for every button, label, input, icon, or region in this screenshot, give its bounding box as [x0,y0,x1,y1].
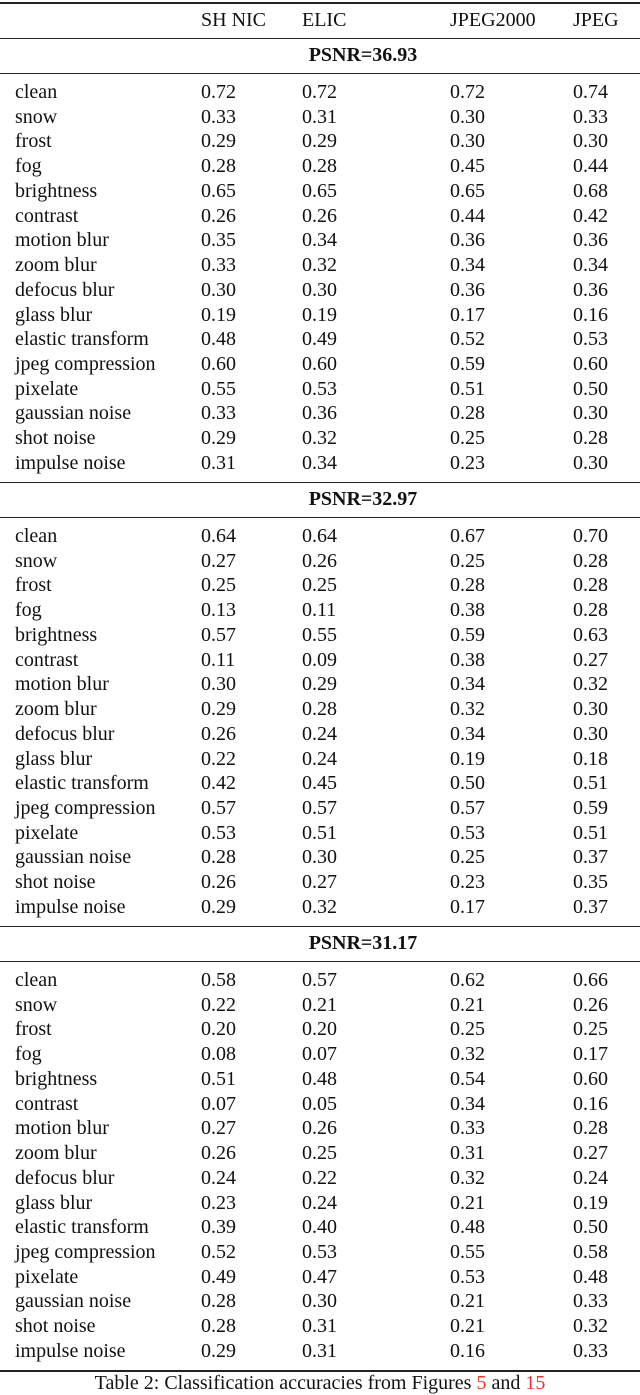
cell-jpeg: 0.33 [573,1339,608,1362]
cell-sh-nic: 0.65 [201,179,236,202]
caption-text: Table 2: Classification accuracies from Figures [94,1372,477,1394]
cell-elic: 0.34 [302,451,337,474]
cell-elic: 0.31 [302,1315,337,1338]
cell-sh-nic: 0.22 [201,993,236,1016]
cell-sh-nic: 0.25 [201,574,236,597]
cell-sh-nic: 0.28 [201,846,236,869]
cell-elic: 0.25 [302,574,337,597]
cell-sh-nic: 0.39 [201,1216,236,1239]
figure-5-link[interactable]: 5 [476,1372,487,1394]
cell-jpeg: 0.48 [573,1265,608,1288]
row-label: glass blur [15,1191,93,1214]
cell-sh-nic: 0.08 [201,1043,236,1066]
row-label: elastic transform [15,1216,149,1239]
cell-sh-nic: 0.29 [201,130,236,153]
cell-jpeg: 0.17 [573,1043,608,1066]
cell-elic: 0.27 [302,871,337,894]
cell-jpeg2000: 0.53 [450,821,485,844]
cell-elic: 0.24 [302,747,337,770]
row-label: clean [15,969,58,991]
row-label: snow [15,993,58,1016]
cell-jpeg2000: 0.21 [450,1191,485,1214]
row-label: defocus blur [15,1166,115,1189]
cell-sh-nic: 0.19 [201,303,236,326]
cell-elic: 0.25 [302,1142,337,1165]
row-label: defocus blur [15,722,115,745]
cell-elic: 0.30 [302,846,337,869]
cell-elic: 0.19 [302,303,337,326]
cell-sh-nic: 0.29 [201,427,236,450]
cell-jpeg: 0.28 [573,574,608,597]
cell-sh-nic: 0.30 [201,278,236,301]
row-label: fog [15,155,42,178]
cell-jpeg2000: 0.32 [450,1166,485,1189]
cell-jpeg2000: 0.21 [450,1315,485,1338]
cell-jpeg: 0.16 [573,303,608,326]
cell-jpeg: 0.44 [573,155,608,178]
cell-sh-nic: 0.42 [201,772,236,795]
cell-jpeg2000: 0.25 [450,427,485,450]
cell-jpeg: 0.42 [573,204,608,227]
cell-elic: 0.65 [302,179,337,202]
cell-jpeg2000: 0.17 [450,895,485,918]
cell-sh-nic: 0.55 [201,377,236,400]
row-label: frost [15,130,52,153]
cell-jpeg: 0.60 [573,353,608,376]
section-rule [0,482,640,483]
cell-jpeg: 0.24 [573,1166,608,1189]
cell-jpeg: 0.27 [573,648,608,671]
cell-jpeg2000: 0.21 [450,1290,485,1313]
cell-elic: 0.24 [302,1191,337,1214]
cell-jpeg: 0.59 [573,797,608,820]
cell-jpeg2000: 0.38 [450,599,485,622]
cell-elic: 0.57 [302,969,337,991]
cell-elic: 0.31 [302,105,337,128]
cell-sh-nic: 0.20 [201,1018,236,1041]
cell-jpeg: 0.66 [573,969,608,991]
cell-sh-nic: 0.28 [201,1315,236,1338]
cell-sh-nic: 0.33 [201,402,236,425]
cell-jpeg2000: 0.38 [450,648,485,671]
table-caption [0,1371,640,1395]
cell-jpeg: 0.63 [573,623,608,646]
cell-sh-nic: 0.27 [201,549,236,572]
cell-sh-nic: 0.49 [201,1265,236,1288]
cell-jpeg: 0.37 [573,846,608,869]
cell-jpeg2000: 0.28 [450,574,485,597]
cell-jpeg: 0.34 [573,254,608,277]
cell-sh-nic: 0.22 [201,747,236,770]
cell-jpeg2000: 0.32 [450,1043,485,1066]
cell-jpeg: 0.16 [573,1092,608,1115]
cell-jpeg: 0.53 [573,328,608,351]
row-label: pixelate [15,377,79,400]
row-label: frost [15,1018,52,1041]
row-label: impulse noise [15,1339,126,1362]
cell-elic: 0.30 [302,278,337,301]
row-label: motion blur [15,673,109,696]
cell-jpeg2000: 0.25 [450,1018,485,1041]
cell-sh-nic: 0.57 [201,623,236,646]
cell-jpeg2000: 0.62 [450,969,485,991]
cell-sh-nic: 0.26 [201,204,236,227]
cell-jpeg2000: 0.28 [450,402,485,425]
row-label: shot noise [15,1315,96,1338]
column-header-elic: ELIC [302,9,347,31]
cell-jpeg: 0.25 [573,1018,608,1041]
cell-elic: 0.26 [302,204,337,227]
row-label: jpeg compression [15,797,156,820]
cell-elic: 0.55 [302,623,337,646]
cell-sh-nic: 0.29 [201,698,236,721]
cell-jpeg: 0.32 [573,673,608,696]
cell-jpeg2000: 0.23 [450,871,485,894]
cell-jpeg2000: 0.44 [450,204,485,227]
cell-sh-nic: 0.48 [201,328,236,351]
cell-jpeg: 0.68 [573,179,608,202]
row-label: jpeg compression [15,1241,156,1264]
cell-sh-nic: 0.33 [201,105,236,128]
cell-sh-nic: 0.64 [201,525,236,547]
row-label: contrast [15,1092,79,1115]
cell-jpeg: 0.28 [573,1117,608,1140]
cell-jpeg2000: 0.36 [450,278,485,301]
caption-text-and: and [486,1372,526,1394]
cell-sh-nic: 0.26 [201,1142,236,1165]
row-label: impulse noise [15,895,126,918]
cell-sh-nic: 0.60 [201,353,236,376]
row-label: snow [15,105,58,128]
row-label: fog [15,1043,42,1066]
row-label: contrast [15,648,79,671]
row-label: impulse noise [15,451,126,474]
cell-sh-nic: 0.51 [201,1067,236,1090]
cell-sh-nic: 0.53 [201,821,236,844]
cell-sh-nic: 0.30 [201,673,236,696]
cell-jpeg2000: 0.54 [450,1067,485,1090]
cell-elic: 0.51 [302,821,337,844]
cell-elic: 0.26 [302,549,337,572]
cell-jpeg2000: 0.25 [450,846,485,869]
cell-jpeg2000: 0.50 [450,772,485,795]
row-label: snow [15,549,58,572]
cell-sh-nic: 0.29 [201,895,236,918]
cell-jpeg: 0.30 [573,698,608,721]
cell-jpeg: 0.51 [573,772,608,795]
cell-sh-nic: 0.26 [201,722,236,745]
cell-sh-nic: 0.35 [201,229,236,252]
row-label: fog [15,599,42,622]
cell-jpeg: 0.36 [573,278,608,301]
cell-sh-nic: 0.27 [201,1117,236,1140]
cell-jpeg2000: 0.30 [450,130,485,153]
cell-elic: 0.07 [302,1043,337,1066]
section-title: PSNR=31.17 [308,932,418,954]
cell-jpeg: 0.35 [573,871,608,894]
cell-elic: 0.32 [302,895,337,918]
row-label: pixelate [15,1265,79,1288]
cell-jpeg: 0.33 [573,1290,608,1313]
figure-15-link[interactable]: 15 [525,1372,546,1394]
section-title-rule [0,961,640,962]
cell-sh-nic: 0.28 [201,155,236,178]
cell-jpeg2000: 0.31 [450,1142,485,1165]
row-label: jpeg compression [15,353,156,376]
cell-jpeg: 0.60 [573,1067,608,1090]
top-rule [0,2,640,4]
cell-sh-nic: 0.23 [201,1191,236,1214]
cell-sh-nic: 0.72 [201,81,236,103]
row-label: glass blur [15,303,93,326]
cell-jpeg: 0.18 [573,747,608,770]
row-label: glass blur [15,747,93,770]
cell-sh-nic: 0.52 [201,1241,236,1264]
cell-jpeg: 0.30 [573,130,608,153]
cell-elic: 0.30 [302,1290,337,1313]
row-label: brightness [15,1067,98,1090]
cell-sh-nic: 0.07 [201,1092,236,1115]
cell-elic: 0.72 [302,81,337,103]
header-rule [0,38,640,39]
cell-jpeg2000: 0.16 [450,1339,485,1362]
cell-jpeg: 0.58 [573,1241,608,1264]
row-label: shot noise [15,427,96,450]
cell-jpeg: 0.37 [573,895,608,918]
column-header-sh-nic: SH NIC [201,9,267,31]
cell-jpeg: 0.50 [573,377,608,400]
cell-elic: 0.36 [302,402,337,425]
cell-jpeg2000: 0.57 [450,797,485,820]
row-label: elastic transform [15,772,149,795]
cell-jpeg2000: 0.33 [450,1117,485,1140]
cell-elic: 0.53 [302,1241,337,1264]
cell-jpeg2000: 0.55 [450,1241,485,1264]
section-title-rule [0,517,640,518]
cell-jpeg2000: 0.36 [450,229,485,252]
cell-jpeg: 0.32 [573,1315,608,1338]
cell-jpeg2000: 0.19 [450,747,485,770]
cell-jpeg2000: 0.21 [450,993,485,1016]
row-label: pixelate [15,821,79,844]
cell-elic: 0.29 [302,130,337,153]
cell-jpeg: 0.28 [573,599,608,622]
cell-elic: 0.22 [302,1166,337,1189]
cell-elic: 0.53 [302,377,337,400]
cell-jpeg2000: 0.59 [450,353,485,376]
cell-sh-nic: 0.24 [201,1166,236,1189]
cell-jpeg: 0.33 [573,105,608,128]
cell-elic: 0.32 [302,427,337,450]
cell-jpeg: 0.74 [573,81,608,103]
cell-jpeg: 0.51 [573,821,608,844]
cell-jpeg2000: 0.25 [450,549,485,572]
cell-elic: 0.49 [302,328,337,351]
cell-elic: 0.26 [302,1117,337,1140]
cell-elic: 0.29 [302,673,337,696]
row-label: zoom blur [15,1142,97,1165]
row-label: gaussian noise [15,1290,132,1313]
cell-elic: 0.60 [302,353,337,376]
cell-jpeg2000: 0.72 [450,81,485,103]
row-label: zoom blur [15,254,97,277]
section-title: PSNR=36.93 [308,44,418,66]
cell-jpeg: 0.30 [573,451,608,474]
cell-sh-nic: 0.11 [201,648,236,671]
cell-jpeg2000: 0.34 [450,722,485,745]
cell-jpeg2000: 0.34 [450,1092,485,1115]
cell-jpeg2000: 0.32 [450,698,485,721]
cell-sh-nic: 0.57 [201,797,236,820]
cell-jpeg2000: 0.65 [450,179,485,202]
cell-elic: 0.32 [302,254,337,277]
cell-jpeg2000: 0.59 [450,623,485,646]
cell-elic: 0.20 [302,1018,337,1041]
row-label: shot noise [15,871,96,894]
cell-elic: 0.64 [302,525,337,547]
cell-jpeg: 0.28 [573,427,608,450]
row-label: brightness [15,179,98,202]
cell-elic: 0.21 [302,993,337,1016]
cell-elic: 0.11 [302,599,337,622]
row-label: motion blur [15,229,109,252]
row-label: contrast [15,204,79,227]
row-label: gaussian noise [15,402,132,425]
cell-jpeg2000: 0.53 [450,1265,485,1288]
row-label: motion blur [15,1117,109,1140]
cell-sh-nic: 0.13 [201,599,236,622]
row-label: clean [15,81,58,103]
cell-elic: 0.48 [302,1067,337,1090]
row-label: clean [15,525,58,547]
cell-elic: 0.57 [302,797,337,820]
cell-jpeg2000: 0.34 [450,254,485,277]
cell-jpeg: 0.30 [573,722,608,745]
cell-jpeg: 0.28 [573,549,608,572]
cell-sh-nic: 0.31 [201,451,236,474]
cell-jpeg: 0.50 [573,1216,608,1239]
cell-sh-nic: 0.33 [201,254,236,277]
cell-sh-nic: 0.28 [201,1290,236,1313]
cell-elic: 0.34 [302,229,337,252]
cell-jpeg2000: 0.30 [450,105,485,128]
cell-jpeg2000: 0.23 [450,451,485,474]
row-label: defocus blur [15,278,115,301]
cell-jpeg2000: 0.34 [450,673,485,696]
cell-elic: 0.45 [302,772,337,795]
cell-jpeg: 0.26 [573,993,608,1016]
cell-sh-nic: 0.29 [201,1339,236,1362]
cell-jpeg2000: 0.17 [450,303,485,326]
row-label: brightness [15,623,98,646]
row-label: elastic transform [15,328,149,351]
cell-elic: 0.09 [302,648,337,671]
column-header-jpeg2000: JPEG2000 [450,9,536,31]
cell-elic: 0.24 [302,722,337,745]
cell-jpeg: 0.27 [573,1142,608,1165]
cell-jpeg2000: 0.48 [450,1216,485,1239]
cell-elic: 0.47 [302,1265,337,1288]
cell-jpeg2000: 0.51 [450,377,485,400]
cell-jpeg: 0.30 [573,402,608,425]
cell-jpeg2000: 0.45 [450,155,485,178]
column-header-jpeg: JPEG [573,9,619,31]
section-rule [0,926,640,927]
cell-jpeg: 0.36 [573,229,608,252]
row-label: frost [15,574,52,597]
cell-sh-nic: 0.58 [201,969,236,991]
cell-jpeg: 0.70 [573,525,608,547]
cell-sh-nic: 0.26 [201,871,236,894]
cell-elic: 0.28 [302,155,337,178]
cell-elic: 0.05 [302,1092,337,1115]
row-label: zoom blur [15,698,97,721]
cell-elic: 0.40 [302,1216,337,1239]
cell-elic: 0.28 [302,698,337,721]
cell-elic: 0.31 [302,1339,337,1362]
section-title-rule [0,73,640,74]
row-label: gaussian noise [15,846,132,869]
cell-jpeg2000: 0.67 [450,525,485,547]
cell-jpeg2000: 0.52 [450,328,485,351]
section-title: PSNR=32.97 [308,488,418,510]
cell-jpeg: 0.19 [573,1191,608,1214]
